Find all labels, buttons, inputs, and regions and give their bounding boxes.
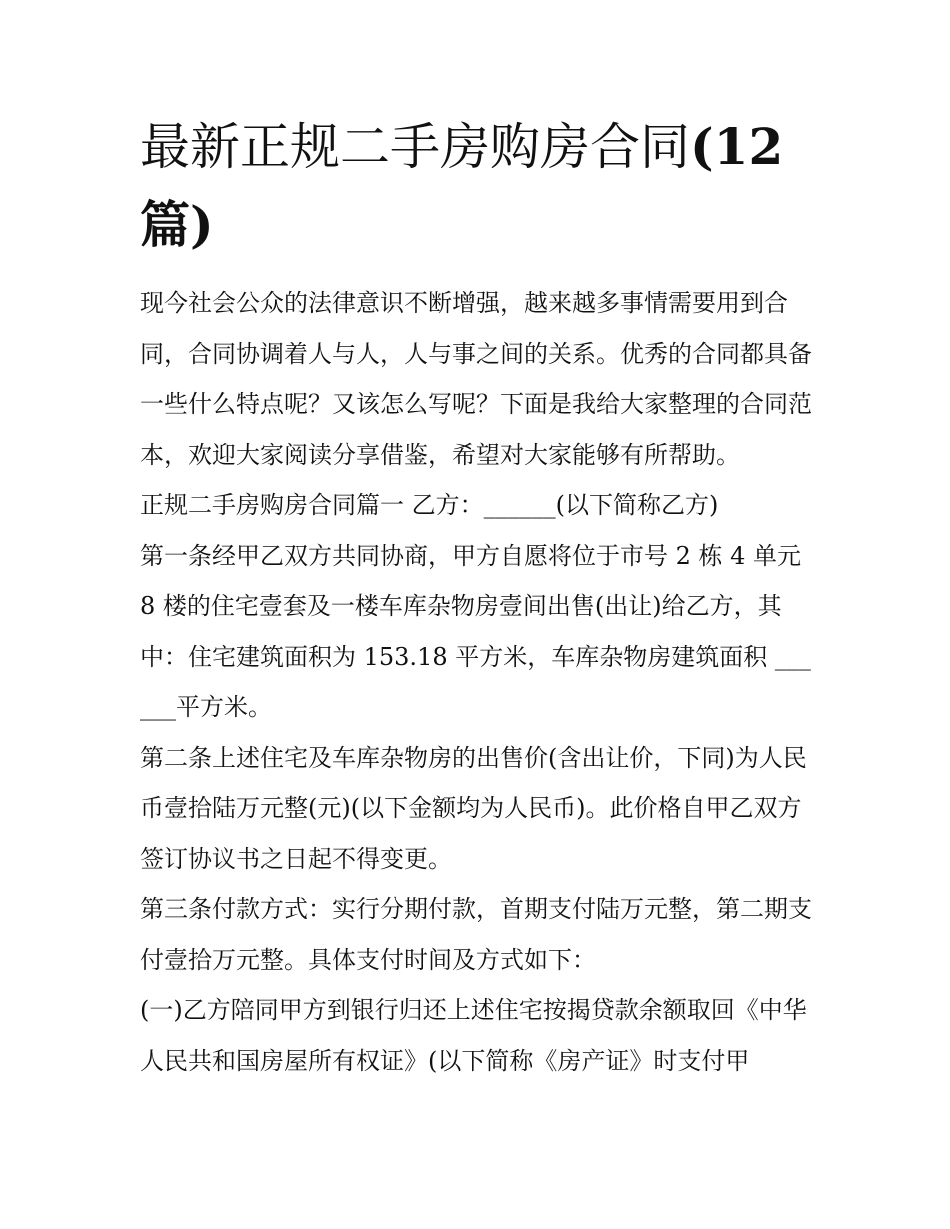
title-suffix: 篇) — [140, 195, 214, 254]
title-main: 最新正规二手房购房合同 — [140, 118, 690, 176]
document-page — [140, 108, 820, 1086]
intro-paragraph: 现今社会公众的法律意识不断增强，越来越多事情需要用到合同，合同协调着人与人，人与事之间的关系。优秀的合同都具备一些什么特点呢？又该怎么写呢？下面是我给大家整理的合同范本，欢迎大家阅读分享借鉴，希望对大家能够有所帮助。 — [140, 289, 812, 469]
document-title — [140, 108, 820, 264]
article-two-paragraph: 第二条上述住宅及车库杂物房的出售价(含出让价，下同)为人民币壹拾陆万元整(元)(以下金额均为人民币)。此价格自甲乙双方签订协议书之日起不得变更。 — [140, 743, 807, 873]
title-count: (12 — [690, 117, 784, 176]
section-heading-paragraph: 正规二手房购房合同篇一 乙方：______(以下简称乙方) — [140, 491, 719, 519]
article-three-paragraph: 第三条付款方式：实行分期付款，首期支付陆万元整，第二期支付壹拾万元整。具体支付时间及方式如下： — [140, 895, 812, 974]
clause-one-paragraph: (一)乙方陪同甲方到银行归还上述住宅按揭贷款余额取回《中华人民共和国房屋所有权证》(以下简称《房产证》时支付甲 — [140, 996, 807, 1075]
article-one-paragraph: 第一条经甲乙双方共同协商，甲方自愿将位于市号 2 栋 4 单元 8 楼的住宅壹套及一楼车库杂物房壹间出售(出让)给乙方，其中：住宅建筑面积为 153.18 平方米，车库杂物房建筑面积 ______平方米。 — [140, 541, 811, 721]
